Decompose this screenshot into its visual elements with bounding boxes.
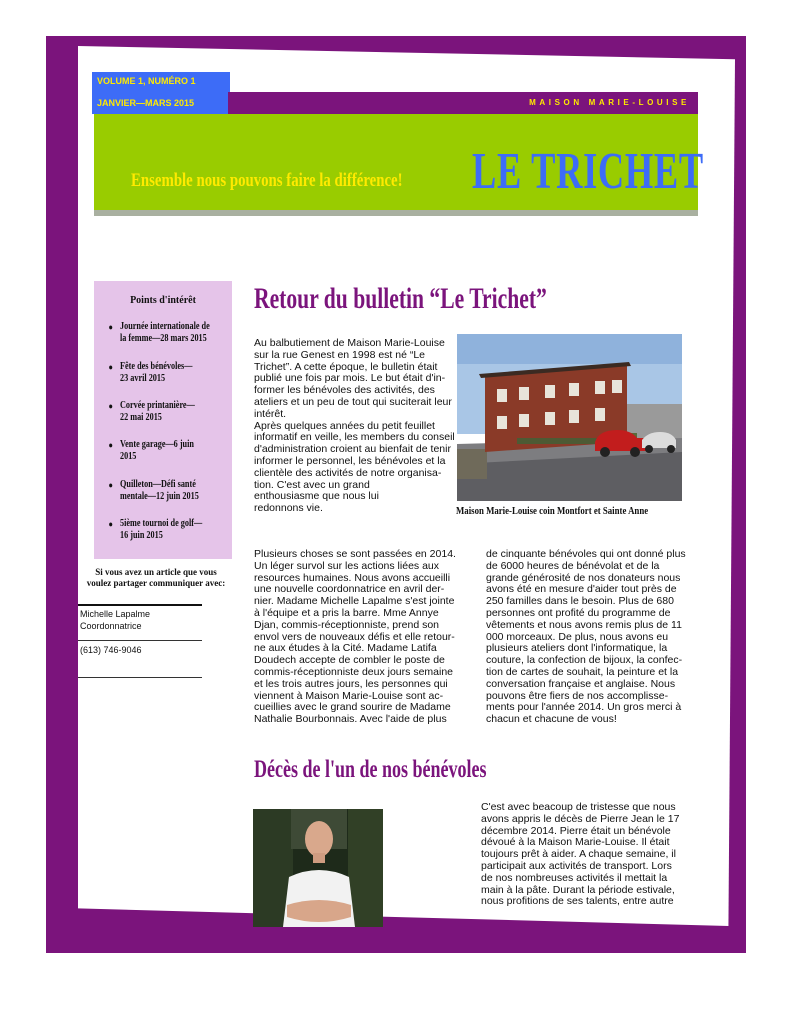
text-line: cueillies avec le grand sourire de Madame <box>254 701 451 714</box>
text-line: sur la rue Genest en 1998 est né “Le <box>254 348 426 361</box>
text-line: Plusieurs choses se sont passées en 2014. <box>254 548 456 560</box>
text-line: viennent à Maison Marie-Louise sont ac- <box>254 689 444 702</box>
text-line: Doudech accepte de combler le poste de <box>254 654 445 667</box>
article-text <box>481 802 679 908</box>
masthead-shadow <box>94 210 698 216</box>
divider <box>78 640 202 641</box>
text-line: ments pour l'année 2014. Un gros merci à <box>486 701 682 714</box>
divider <box>78 677 202 678</box>
text-line: de nos nombreuses activités il mettait la <box>481 871 668 884</box>
text-line: 250 familles dans le besoin. Plus de 680 <box>486 595 674 608</box>
text-line: intérêt. <box>254 407 287 420</box>
text-line: Après quelques années du petit feuillet <box>254 419 435 432</box>
bullet-icon: ● <box>108 362 113 372</box>
text-line: de 6000 heures de bénévolat et de la <box>486 559 660 572</box>
contact-phone: (613) 746-9046 <box>80 645 142 655</box>
text-line: grande générosité de nos donateurs nous <box>486 571 681 584</box>
text-line: ne aux études à la Cité. Madame Latifa <box>254 642 437 655</box>
org-name: MAISON MARIE-LOUISE <box>529 98 690 107</box>
org-bar <box>228 92 698 114</box>
text-line: redonnons vie. <box>254 502 323 515</box>
text-line: une nouvelle coordonnatrice en avril der- <box>254 583 445 596</box>
portrait-photo <box>253 809 383 927</box>
article-heading: Décès de l'un de nos bénévoles <box>254 756 487 783</box>
divider <box>78 604 202 606</box>
masthead <box>94 114 704 210</box>
text-line: avons appris le décès de Pierre Jean le 17 <box>481 812 680 825</box>
text-line: ateliers et un peu de tout qui suciterait leur <box>254 395 452 408</box>
period-label: JANVIER—MARS 2015 <box>97 98 195 108</box>
bullet-icon: ● <box>108 480 113 490</box>
article-column-right <box>486 549 686 726</box>
text-line: à l'équipe et a pris la barre. Mme Annye <box>254 606 439 619</box>
contact-name: Michelle Lapalme <box>80 609 151 619</box>
text-line: vêtements et nous avons remis plus de 11 <box>486 618 682 631</box>
text-line: Djan, commis-réceptionniste, prend son <box>254 618 440 631</box>
share-note: Si vous avez un article que vous voulez partager communiquer avec: <box>86 567 226 588</box>
bullet-icon: ● <box>108 519 113 529</box>
tagline: Ensemble nous pouvons faire la différence! <box>131 170 403 191</box>
text-line: conversation française et anglaise. Nous <box>486 677 676 690</box>
list-item: ● Corvée printanière— 22 mai 2015 <box>108 400 195 423</box>
issue-box <box>92 72 230 114</box>
list-item: ● Vente garage—6 juin 2015 <box>108 439 194 462</box>
text-line: C'est avec beacoup de tristesse que nous <box>481 801 676 813</box>
newsletter-title: LE TRICHET <box>472 143 704 200</box>
text-line: resources humaines. Nous avons accueilli <box>254 571 451 584</box>
text-line: et les trois autres jours, les personnes qui <box>254 677 448 690</box>
text-line: informer le personnel, les bénévoles et la <box>254 454 446 467</box>
bullet-icon: ● <box>108 401 113 411</box>
text-line: décembre 2014. Pierre était un bénévole <box>481 824 671 837</box>
photo-caption: Maison Marie-Louise coin Montfort et Sainte Anne <box>456 506 649 517</box>
text-line: toujours prêt à aider. A chaque semaine, il <box>481 848 676 861</box>
text-line: enthousiasme que nous lui <box>254 490 379 503</box>
bullet-icon: ● <box>108 440 113 450</box>
text-line: 000 morceaux. De plus, nous avons eu <box>486 630 669 643</box>
list-item: ● Quilleton—Défi santé mentale—12 juin 2015 <box>108 479 199 502</box>
text-line: dévoué à la Maison Marie-Louise. Il était <box>481 836 670 849</box>
text-line: envol vers de nouveaux défis et elle retour- <box>254 630 455 643</box>
building-photo <box>457 334 682 501</box>
text-line: nous profitions de ses talents, entre autre <box>481 895 674 908</box>
article-heading: Retour du bulletin “Le Trichet” <box>254 282 547 315</box>
points-of-interest-box <box>94 281 232 559</box>
text-line: tion de cartes de souhait, la peinture et la <box>486 665 679 678</box>
text-line: tion. C'est avec un grand <box>254 478 370 491</box>
sidebar-heading: Points d'intérêt <box>130 295 196 306</box>
text-line: chacun et chacune de vous! <box>486 713 617 726</box>
text-line: Un léger survol sur les actions liées aux <box>254 559 440 572</box>
text-line: clientèle des activités de notre organisa- <box>254 466 442 479</box>
text-line: personnes ont profité du programme de <box>486 606 671 619</box>
text-line: avons été en mesure d'aider tout près de <box>486 583 677 596</box>
text-line: former les bénévoles des activités, des <box>254 384 435 397</box>
article-intro <box>254 338 455 515</box>
article-column-left <box>254 549 456 726</box>
text-line: de cinquante bénévoles qui ont donné plus <box>486 548 686 560</box>
text-line: couture, la confection de bijoux, la confec- <box>486 654 683 667</box>
text-line: Nathalie Bourbonnais. Avec l'aide de plus <box>254 713 447 726</box>
text-line: pouvons être fiers de nos accomplisse- <box>486 689 669 702</box>
text-line: Au balbutiement de Maison Marie-Louise <box>254 337 445 349</box>
list-item: ● Fête des bénévoles— 23 avril 2015 <box>108 361 193 384</box>
text-line: commis-réceptionniste deux jours semaine <box>254 665 454 678</box>
volume-label: VOLUME 1, NUMÉRO 1 <box>97 76 196 86</box>
list-item: ● Journée internationale de la femme—28 mars 2015 <box>108 321 210 344</box>
text-line: Trichet”. A cette époque, le bulletin était <box>254 360 438 373</box>
contact-role: Coordonnatrice <box>80 621 142 631</box>
text-line: informatif en veille, les members du conseil <box>254 431 455 444</box>
text-line: nier. Madame Michelle Lapalme s'est jointe <box>254 595 455 608</box>
text-line: participait aux activités de transport. Lors <box>481 859 672 872</box>
text-line: publié une fois par mois. Le but était d'in- <box>254 372 446 385</box>
text-line: d'administration croient au bienfait de tenir <box>254 443 451 456</box>
text-line: plusieurs ateliers dont l'informatique, la <box>486 642 668 655</box>
text-line: main à la pâte. Durant la période estivale, <box>481 883 675 896</box>
list-item: ● 5ième tournoi de golf— 16 juin 2015 <box>108 518 203 541</box>
bullet-icon: ● <box>108 322 113 332</box>
